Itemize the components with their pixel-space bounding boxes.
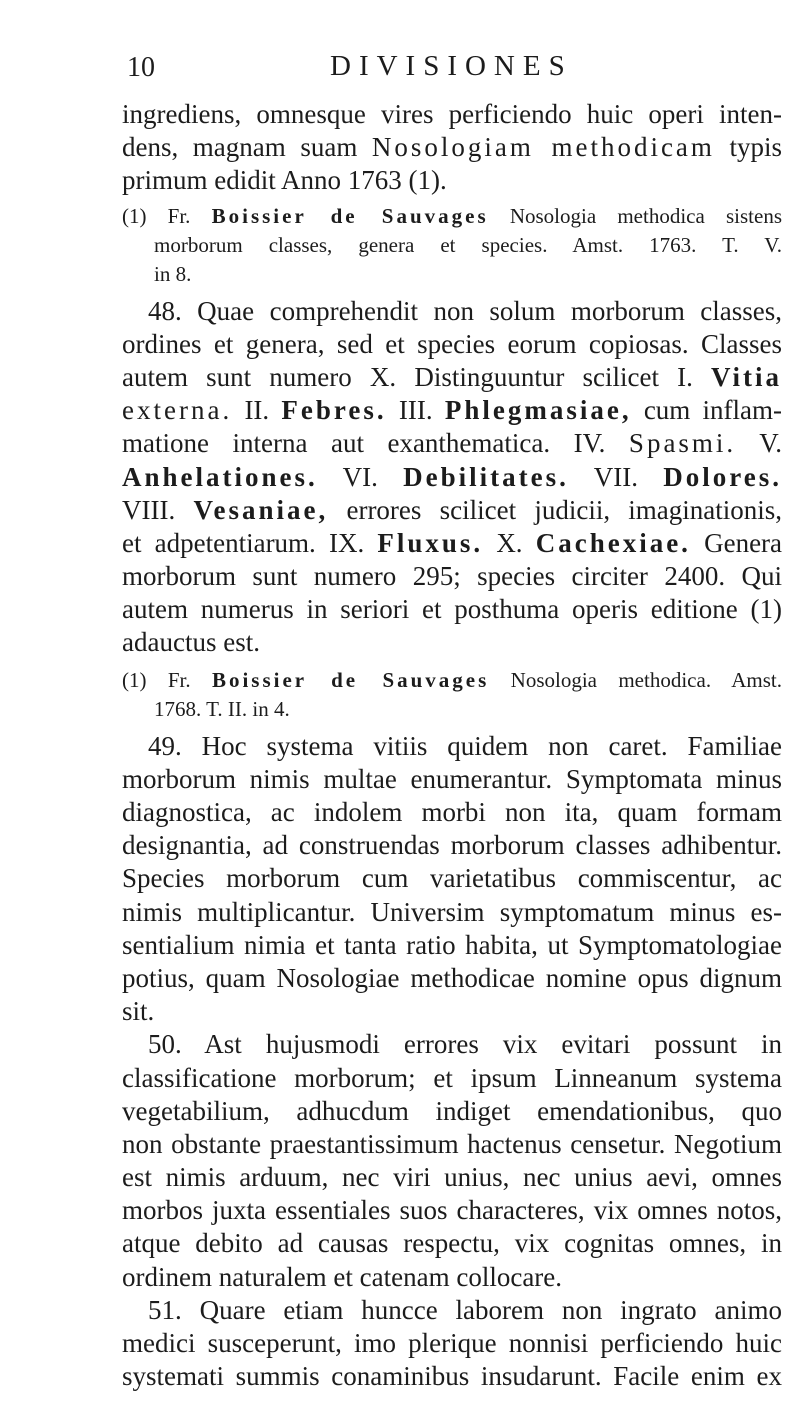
text-span: typis bbox=[729, 132, 782, 163]
text-span: autem sunt numero X. Distinguuntur scilicet I. bbox=[122, 361, 693, 392]
text-line: atque debito ad causas respectu, vix cognitas omnes, in bbox=[122, 1228, 782, 1259]
text-line: systemati summis conaminibus insudarunt. Facile enim ex bbox=[122, 1361, 782, 1392]
emphasized-title: Nosologiam methodicam bbox=[371, 132, 715, 163]
class-name: Febres. bbox=[281, 395, 387, 426]
text-line bbox=[122, 394, 782, 427]
paragraph-48 bbox=[122, 295, 782, 660]
footnote-line: 1768. T. II. in 4. bbox=[154, 696, 290, 721]
paragraph-50 bbox=[122, 1028, 782, 1294]
class-name: Vitia bbox=[711, 361, 782, 392]
text-line: autem numerus in seriori et posthuma operis editione (1) bbox=[122, 594, 782, 625]
intro-paragraph bbox=[122, 98, 782, 198]
text-line bbox=[122, 361, 782, 394]
text-line: 49. Hoc systema vitiis quidem non caret. Familiae bbox=[148, 730, 782, 761]
text-line: classificatione morborum; et ipsum Linneanum systema bbox=[122, 1062, 782, 1093]
text-span: cum inflam- bbox=[643, 395, 783, 426]
text-line: vegetabilium, adhucdum indiget emendationibus, quo bbox=[122, 1095, 782, 1126]
text-span: V. bbox=[759, 428, 782, 459]
text-block bbox=[122, 98, 782, 1393]
text-line: morbos juxta essentiales suos characteres, vix omnes notos, bbox=[122, 1195, 782, 1226]
text-span: Genera bbox=[704, 527, 783, 558]
class-name: Cachexiae. bbox=[535, 527, 691, 558]
running-head: DIVISIONES bbox=[330, 50, 573, 82]
footnote-line: in 8. bbox=[154, 261, 192, 286]
footnote bbox=[122, 202, 782, 289]
text-span: (1) Fr. bbox=[122, 667, 191, 692]
text-line bbox=[122, 527, 782, 560]
text-line: 51. Quare etiam huncce laborem non ingrato animo bbox=[148, 1294, 782, 1325]
text-line: non obstante praestantissimum hactenus censetur. Negotium bbox=[122, 1128, 782, 1159]
text-span: dens, magnam suam bbox=[122, 132, 358, 163]
class-name: Vesaniae, bbox=[193, 494, 329, 525]
text-line: primum edidit Anno 1763 (1). bbox=[122, 165, 447, 196]
text-span: VI. bbox=[342, 461, 378, 492]
text-span: Nosologia methodica. Amst. bbox=[510, 667, 783, 692]
text-span: (1) Fr. bbox=[122, 203, 191, 228]
text-span: matione interna aut exanthematica. IV. bbox=[122, 428, 606, 459]
text-line: sentialium nimia et tanta ratio habita, ut Symptomatologiae bbox=[122, 929, 782, 960]
class-name: Dolores. bbox=[663, 461, 783, 492]
text-line bbox=[122, 131, 782, 164]
text-line: sit. bbox=[122, 996, 155, 1027]
text-span: X. bbox=[496, 527, 523, 558]
paragraph-51 bbox=[122, 1294, 782, 1394]
class-name: Debilitates. bbox=[403, 461, 569, 492]
text-line: nimis multiplicantur. Universim symptomatum minus es- bbox=[122, 896, 782, 927]
class-name: Phlegmasiae, bbox=[444, 395, 632, 426]
author-name: Boissier de Sauvages bbox=[211, 203, 489, 228]
text-line: medici susceperunt, imo plerique nonnisi perficiendo huic bbox=[122, 1328, 782, 1358]
text-line: ordines et genera, sed et species eorum copiosas. Classes bbox=[122, 328, 782, 359]
text-line: diagnostica, ac indolem morbi non ita, quam formam bbox=[122, 797, 782, 827]
class-name: externa. bbox=[122, 395, 233, 426]
text-span: VIII. bbox=[122, 494, 176, 525]
class-name: Fluxus. bbox=[377, 527, 484, 558]
text-span: Nosologia methodica sistens bbox=[509, 203, 782, 228]
footnote-line bbox=[122, 666, 782, 695]
text-line: ordinem naturalem et catenam collocare. bbox=[122, 1261, 563, 1292]
text-line: morborum nimis multae enumerantur. Symptomata minus bbox=[122, 763, 782, 794]
author-name: Boissier de Sauvages bbox=[211, 667, 490, 692]
text-line: designantia, ad construendas morborum classes adhibentur. bbox=[122, 830, 782, 861]
page-number: 10 bbox=[127, 52, 155, 83]
footnote bbox=[122, 666, 782, 724]
text-line: est nimis arduum, nec viri unius, nec unius aevi, omnes bbox=[122, 1162, 782, 1193]
page-header bbox=[0, 40, 800, 88]
footnote-line: morborum classes, genera et species. Amst. 1763. T. V. bbox=[154, 232, 782, 257]
text-line: morborum sunt numero 295; species circiter 2400. Qui bbox=[122, 561, 782, 592]
text-line: potius, quam Nosologiae methodicae nomine opus dignum bbox=[122, 962, 782, 993]
text-span: errores scilicet judicii, imaginationis, bbox=[346, 494, 783, 525]
text-line bbox=[122, 461, 782, 494]
class-name: Spasmi. bbox=[628, 428, 737, 459]
text-line: ingrediens, omnesque vires perficiendo huic operi inten- bbox=[122, 99, 782, 129]
text-span: et adpetentiarum. IX. bbox=[122, 527, 365, 558]
text-line: 48. Quae comprehendit non solum morborum classes, bbox=[148, 295, 782, 326]
text-line: Species morborum cum varietatibus commiscentur, ac bbox=[122, 863, 782, 894]
text-span: III. bbox=[398, 395, 433, 426]
class-name: Anhelationes. bbox=[122, 461, 318, 492]
text-span: II. bbox=[244, 395, 270, 426]
text-line bbox=[122, 427, 782, 460]
text-line: 50. Ast hujusmodi errores vix evitari possunt in bbox=[148, 1029, 782, 1060]
text-line bbox=[122, 494, 782, 527]
paragraph-49 bbox=[122, 730, 782, 1029]
text-span: VII. bbox=[593, 461, 638, 492]
footnote-line bbox=[122, 202, 782, 231]
text-line: adauctus est. bbox=[122, 627, 260, 658]
